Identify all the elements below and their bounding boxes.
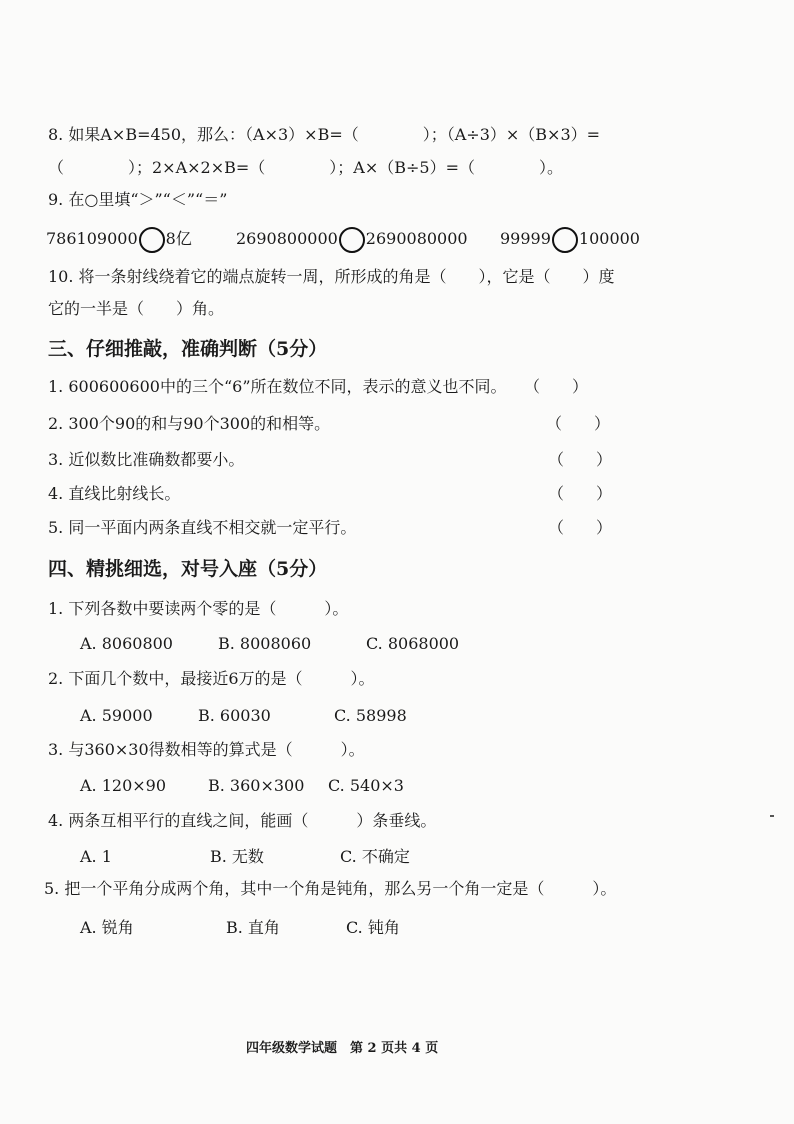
scan-speck: [770, 815, 774, 817]
judge-item-2: 2. 300个90的和与90个300的和相等。: [48, 414, 331, 433]
q9-compare-2-right: 2690080000: [365, 229, 468, 248]
choice-1-option-c[interactable]: C. 8068000: [366, 634, 460, 653]
choice-3-option-b[interactable]: B. 360×300: [208, 776, 305, 795]
q9-compare-1: [46, 226, 192, 253]
q9-title: 9. 在○里填“＞”“＜”“＝”: [48, 190, 228, 209]
choice-1-option-a[interactable]: A. 8060800: [80, 634, 173, 653]
choice-question-1: 1. 下列各数中要读两个零的是（ ）。: [48, 599, 349, 618]
compare-circle-1[interactable]: [139, 227, 165, 253]
q9-compare-3: [500, 226, 640, 253]
q9-compare-2: [236, 226, 468, 253]
q9-compare-2-left: 2690800000: [236, 229, 338, 248]
choice-5-option-c[interactable]: C. 钝角: [346, 918, 400, 937]
q10-line-2: 它的一半是（ ）角。: [48, 299, 225, 318]
section-4-heading: 四、精挑细选，对号入座（5分）: [48, 558, 328, 580]
judge-answer-5[interactable]: （ ）: [548, 518, 613, 537]
choice-4-option-a[interactable]: A. 1: [80, 847, 112, 866]
choice-2-option-c[interactable]: C. 58998: [334, 706, 407, 725]
q8-line-1: 8. 如果A×B=450，那么：（A×3）×B=（ ）；（A÷3）×（B×3）=: [48, 125, 601, 144]
compare-circle-2[interactable]: [339, 227, 365, 253]
choice-4-option-c[interactable]: C. 不确定: [340, 847, 410, 866]
q8-line-2: （ ）；2×A×2×B=（ ）；A×（B÷5）=（ ）。: [48, 158, 564, 177]
section-3-heading: 三、仔细推敲，准确判断（5分）: [48, 338, 328, 360]
choice-4-option-b[interactable]: B. 无数: [210, 847, 264, 866]
choice-5-option-a[interactable]: A. 锐角: [80, 918, 134, 937]
compare-circle-3[interactable]: [552, 227, 578, 253]
choice-question-2: 2. 下面几个数中，最接近6万的是（ ）。: [48, 669, 375, 688]
judge-item-3: 3. 近似数比准确数都要小。: [48, 450, 245, 469]
choice-question-3: 3. 与360×30得数相等的算式是（ ）。: [48, 740, 365, 759]
choice-2-option-a[interactable]: A. 59000: [80, 706, 153, 725]
judge-item-4: 4. 直线比射线长。: [48, 484, 181, 503]
choice-2-option-b[interactable]: B. 60030: [198, 706, 271, 725]
judge-answer-4[interactable]: （ ）: [548, 484, 613, 503]
judge-answer-1[interactable]: （ ）: [524, 377, 589, 396]
choice-1-option-b[interactable]: B. 8008060: [218, 634, 312, 653]
choice-5-option-b[interactable]: B. 直角: [226, 918, 280, 937]
choice-question-5: 5. 把一个平角分成两个角，其中一个角是钝角，那么另一个角一定是（ ）。: [44, 879, 617, 898]
choice-3-option-a[interactable]: A. 120×90: [80, 776, 167, 795]
judge-item-5: 5. 同一平面内两条直线不相交就一定平行。: [48, 518, 357, 537]
page-footer: 四年级数学试题 第 2 页共 4 页: [246, 1041, 439, 1056]
judge-item-1: 1. 600600600中的三个“6”所在数位不同，表示的意义也不同。: [48, 377, 507, 396]
q9-compare-3-left: 99999: [500, 229, 551, 248]
judge-answer-2[interactable]: （ ）: [546, 414, 611, 433]
q9-compare-1-left: 786109000: [46, 229, 138, 248]
q10-line-1: 10. 将一条射线绕着它的端点旋转一周，所形成的角是（ ），它是（ ）度: [48, 267, 615, 286]
choice-question-4: 4. 两条互相平行的直线之间，能画（ ）条垂线。: [48, 811, 437, 830]
choice-3-option-c[interactable]: C. 540×3: [328, 776, 404, 795]
judge-answer-3[interactable]: （ ）: [548, 450, 613, 469]
q9-compare-3-right: 100000: [578, 229, 640, 248]
q9-compare-1-right: 8亿: [165, 229, 192, 248]
